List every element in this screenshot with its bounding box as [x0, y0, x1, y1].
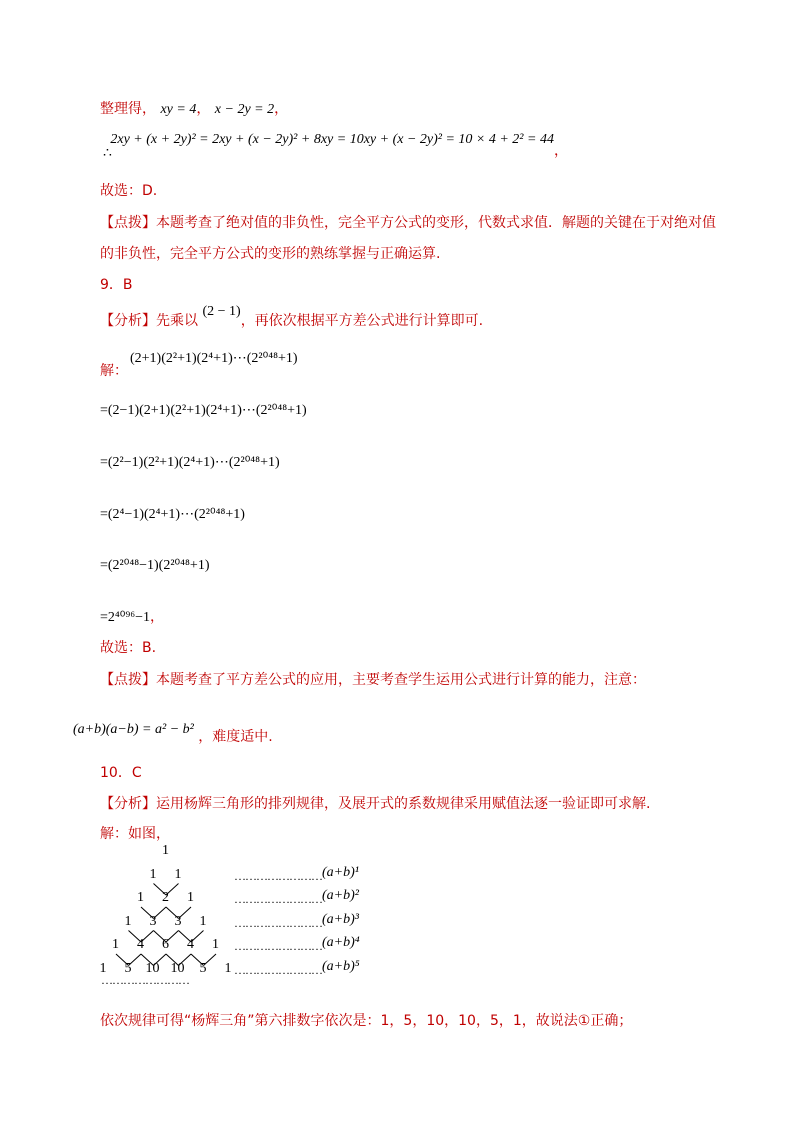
triangle-number: 5 [199, 960, 207, 976]
leader-dots: …………………… [234, 915, 322, 930]
leader-dots: …………………… [234, 962, 322, 977]
analysis-math: (2 − 1) [202, 304, 241, 319]
analysis-text: 先乘以 [156, 313, 198, 329]
triangle-number: 1 [187, 890, 194, 905]
triangle-number: 1 [162, 843, 169, 858]
triangle-number: 1 [199, 913, 207, 929]
binomial-power: (a+b)² [322, 888, 359, 903]
triangle-number: 6 [162, 937, 169, 952]
step-0: (2+1)(2²+1)(2⁴+1)⋯(2²⁰⁴⁸+1) [130, 351, 298, 366]
step-2: =(2²−1)(2²+1)(2⁴+1)⋯(2²⁰⁴⁸+1) [100, 455, 280, 470]
triangle-number: 1 [212, 937, 219, 952]
punct: ， [150, 609, 165, 625]
binomial-power: (a+b)⁴ [322, 935, 360, 950]
choose-d: 故选：D. [100, 183, 158, 199]
triangle-number: 4 [137, 937, 144, 952]
analysis-text-2: ，再依次根据平方差公式进行计算即可. [240, 313, 484, 329]
analysis-9 [100, 304, 484, 330]
triangle-number: 1 [137, 890, 144, 905]
binomial-power: (a+b)¹ [322, 864, 359, 880]
equation-x-2y: x − 2y = 2 [214, 102, 275, 117]
step-3: =(2⁴−1)(2⁴+1)⋯(2²⁰⁴⁸+1) [100, 507, 245, 522]
compute-equation: 2xy + (x + 2y)² = 2xy + (x − 2y)² + 8xy = 10xy + (x − 2y)² = 10 × 4 + 2² = 44 [110, 132, 554, 147]
triangle-number: 1 [124, 913, 132, 929]
analysis-label: 【分析】 [100, 313, 156, 329]
triangle-number: 5 [124, 960, 132, 976]
analysis-10 [100, 793, 650, 813]
question-10-answer: 10．C [100, 765, 142, 781]
analysis-text: 运用杨辉三角形的排列规律，及展开式的系数规律采用赋值法逐一验证即可求解. [156, 796, 651, 812]
equation-xy: xy = 4 [160, 102, 197, 117]
step-5-line [100, 606, 164, 626]
question-9-answer: 9．B [100, 277, 133, 293]
continuation-dots: …………………… [101, 973, 189, 987]
solution-see-figure: 解：如图， [100, 826, 170, 842]
yang-hui-triangle [98, 843, 378, 993]
triangle-number: 3 [174, 913, 182, 929]
triangle-number: 3 [149, 913, 157, 929]
tip8-line1 [100, 212, 716, 232]
tip-text: 本题考查了绝对值的非负性，完全平方公式的变形，代数式求值．解题的关键在于对绝对值 [156, 215, 716, 231]
analysis-label: 【分析】 [100, 796, 156, 812]
triangle-number: 4 [187, 937, 194, 952]
simplify-line [100, 98, 288, 118]
step-5: =2⁴⁰⁹⁶−1 [100, 610, 151, 625]
tip9-end: ，难度适中. [198, 729, 273, 745]
triangle-number: 1 [224, 960, 232, 976]
step-1: =(2−1)(2+1)(2²+1)(2⁴+1)⋯(2²⁰⁴⁸+1) [100, 403, 307, 418]
triangle-number: 1 [174, 866, 182, 882]
leader-dots: …………………… [234, 868, 322, 883]
triangle-number: 1 [149, 866, 157, 882]
therefore-symbol: ∴ [103, 146, 112, 161]
leader-dots: …………………… [234, 939, 322, 953]
conclusion-line: 依次规律可得“杨辉三角”第六排数字依次是：1，5，10，10，5，1，故说法①正确； [100, 1013, 633, 1029]
sep: ， [196, 101, 211, 117]
triangle-number: 10 [170, 960, 185, 976]
triangle-number: 1 [112, 937, 119, 952]
identity-formula: (a+b)(a−b) = a² − b² [73, 722, 194, 737]
triangle-number: 2 [162, 890, 169, 905]
simplify-text: 整理得， [100, 101, 156, 117]
solution-label: 解： [100, 363, 128, 379]
step-4: =(2²⁰⁴⁸−1)(2²⁰⁴⁸+1) [100, 558, 210, 573]
punct: ， [553, 143, 568, 159]
tip9-line2 [73, 718, 273, 745]
tip8-line2: 的非负性，完全平方公式的变形的熟练掌握与正确运算. [100, 246, 441, 262]
tip-label: 【点拨】 [100, 672, 156, 688]
tip9-line1 [100, 669, 646, 689]
binomial-power: (a+b)³ [322, 911, 359, 927]
tip-text: 本题考查了平方差公式的应用，主要考查学生运用公式进行计算的能力，注意： [156, 672, 646, 688]
triangle-number: 1 [99, 960, 107, 976]
tip-label: 【点拨】 [100, 215, 156, 231]
binomial-power: (a+b)⁵ [322, 958, 360, 974]
choose-b: 故选：B. [100, 640, 157, 656]
leader-dots: …………………… [234, 892, 322, 906]
punct: ， [274, 101, 289, 117]
compute-line [103, 128, 568, 161]
triangle-number: 10 [145, 960, 160, 976]
